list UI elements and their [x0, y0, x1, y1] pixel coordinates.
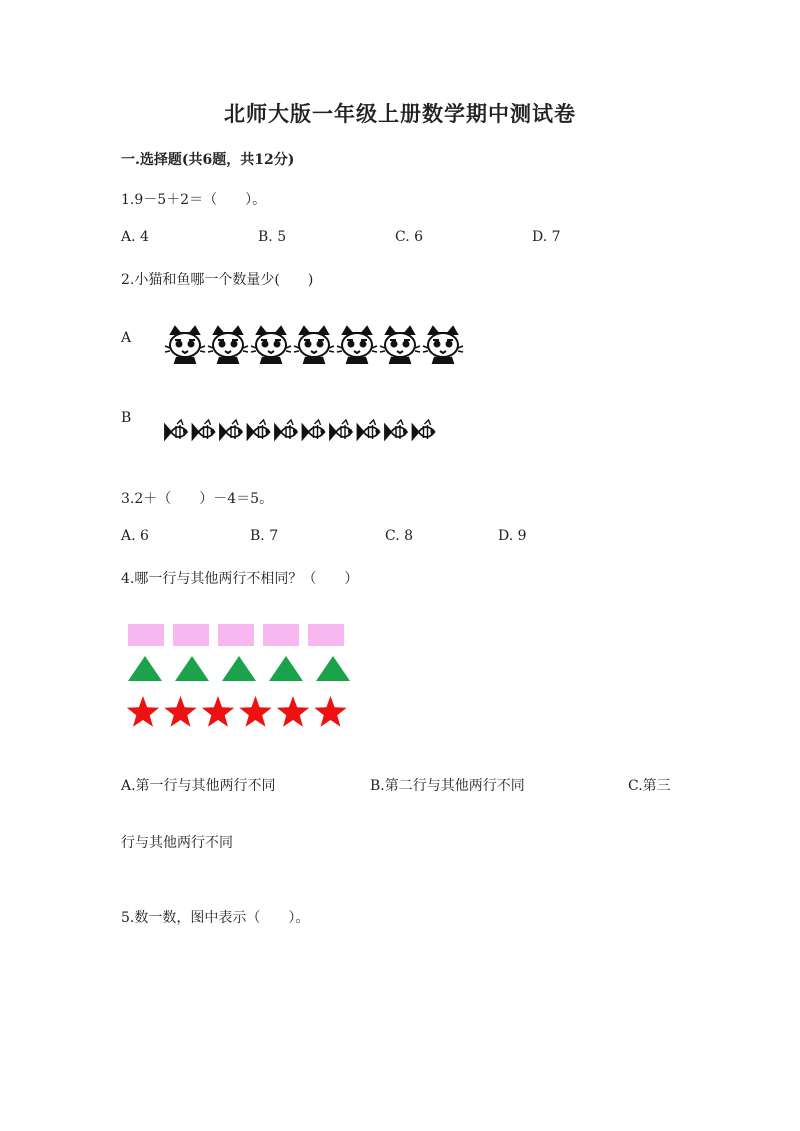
fish-row — [163, 416, 441, 448]
row-a-label: A — [121, 330, 132, 346]
q1-option-d: D. 7 — [532, 229, 561, 245]
fish-icon — [275, 420, 297, 439]
page-title: 北师大版一年级上册数学期中测试卷 — [224, 101, 576, 126]
red-star — [277, 696, 309, 727]
cat-icon — [165, 327, 205, 363]
shapes-figure — [124, 618, 354, 736]
fish-icon — [248, 420, 270, 439]
fish-icon — [193, 420, 215, 439]
green-triangle — [175, 656, 209, 681]
pink-rectangle — [263, 624, 299, 646]
red-star — [314, 696, 346, 727]
section-heading: 一.选择题(共6题，共12分) — [121, 152, 295, 168]
cat-icon — [337, 327, 377, 363]
green-triangle — [316, 656, 350, 681]
q3-option-d: D. 9 — [498, 528, 527, 544]
question-5: 5.数一数，图中表示（ ）。 — [121, 910, 310, 926]
red-star — [164, 696, 196, 727]
q4-option-c: C.第三 — [628, 778, 671, 794]
question-3: 3.2＋（ ）－4＝5。 — [121, 491, 274, 507]
q4-option-a: A.第一行与其他两行不同 — [121, 778, 276, 794]
fish-icon — [303, 420, 325, 439]
q3-option-b: B. 7 — [250, 528, 279, 544]
fish-icon — [413, 420, 435, 439]
cat-row-svg — [163, 324, 468, 366]
cat-icon — [423, 327, 463, 363]
red-star — [239, 696, 271, 727]
cat-row — [163, 324, 468, 366]
fish-row-svg — [163, 416, 441, 448]
cat-icon — [380, 327, 420, 363]
question-2: 2.小猫和鱼哪一个数量少( ) — [121, 272, 314, 288]
question-4: 4.哪一行与其他两行不相同？（ ） — [121, 571, 359, 587]
cat-icon — [294, 327, 334, 363]
fish-icon — [385, 420, 407, 439]
q4-option-b: B.第二行与其他两行不同 — [370, 778, 525, 794]
q3-option-a: A. 6 — [121, 528, 149, 544]
pink-rectangle — [308, 624, 344, 646]
pink-rectangle — [128, 624, 164, 646]
red-star — [202, 696, 234, 727]
q4-option-c-continued: 行与其他两行不同 — [121, 835, 233, 851]
red-star — [127, 696, 159, 727]
q1-option-b: B. 5 — [258, 229, 287, 245]
row-b-label: B — [121, 410, 132, 426]
fish-icon — [358, 420, 380, 439]
cat-icon — [251, 327, 291, 363]
fish-icon — [165, 420, 187, 439]
q3-option-c: C. 8 — [385, 528, 414, 544]
q1-option-c: C. 6 — [395, 229, 424, 245]
q1-option-a: A. 4 — [121, 229, 149, 245]
green-triangle — [222, 656, 256, 681]
pink-rectangle — [218, 624, 254, 646]
question-1: 1.9－5＋2＝（ ）。 — [121, 192, 267, 208]
pink-rectangle — [173, 624, 209, 646]
cat-icon — [208, 327, 248, 363]
green-triangle — [269, 656, 303, 681]
green-triangle — [128, 656, 162, 681]
fish-icon — [330, 420, 352, 439]
fish-icon — [220, 420, 242, 439]
